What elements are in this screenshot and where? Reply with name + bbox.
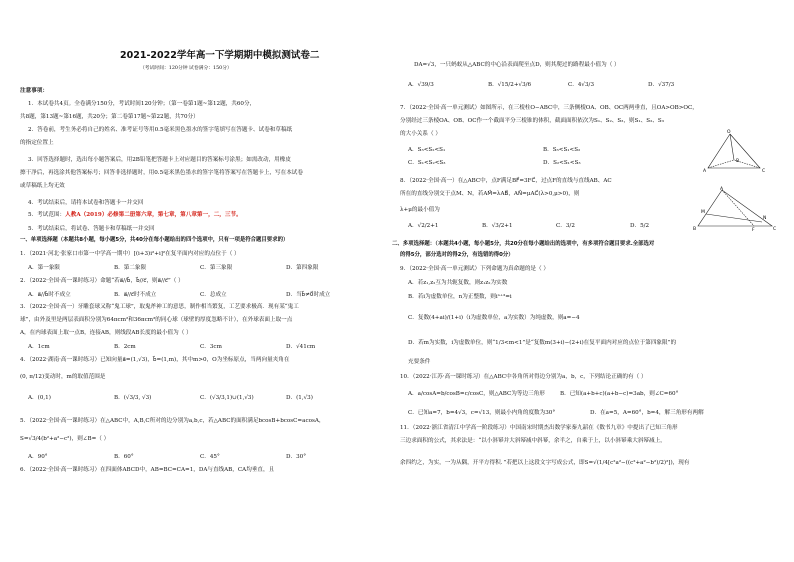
label-a-2: A — [720, 187, 724, 192]
q7-line-3: 的大小关系（ ） — [400, 131, 441, 137]
q6-option-b[interactable]: B．√15/2+√3/6 — [488, 82, 532, 88]
q9-stem: 9．（2022·全国·高一单元测试）下列命题为真命题的是（ ） — [400, 266, 549, 272]
note-line-3: 2．答卷前，考生务必将自己的姓名、准考证号等用0.5毫米黑色墨水的签字笔填写在答题卡、试卷和草稿纸 — [28, 127, 293, 133]
note-line-7: 或草稿纸上均无效 — [20, 183, 65, 189]
q11-line-1: 11．（2022·浙江省清江中学高一阶段练习）中国南宋时期杰出数学家秦九韶在《数书九章》中提出了已知三角形 — [400, 425, 678, 431]
q4-option-a[interactable]: A．(0,1) — [28, 395, 51, 401]
triangle-abc — [698, 190, 772, 226]
q3-line-1: 3．（2022·全国·高一）牙雕套球又称“鬼工球”，取鬼斧神工的意思，制作相当繁复，工艺要求极高．现有某“鬼工 — [20, 304, 299, 310]
q1-option-b[interactable]: B．第二象限 — [114, 265, 147, 271]
q3-option-b[interactable]: B．2cm — [114, 344, 136, 350]
section2-heading-cont: 的得5分，部分选对的得2分，有选错的得0分） — [400, 252, 514, 258]
q3-line-3: A，在内球表面上取一点B，连接AB，则线段AB长度的最小值为（ ） — [20, 330, 192, 336]
q11-line-3: 余四约之，为实，一为从隅，开平方得积．”若把以上这段文字写成公式，即S=√(1/4[c²a²−((c²+a²−b²)/2)²])，现有 — [400, 460, 690, 466]
q5-option-d[interactable]: D．30° — [286, 454, 306, 460]
q1-option-d[interactable]: D．第四象限 — [286, 265, 319, 271]
q1-stem: 1．（2021·河北·张家口市第一中学高一期中）[(i+3)i²+i]²在复平面内对应的点位于（ ） — [20, 251, 240, 257]
q2-option-b[interactable]: B．a⃗//c⃗时不成立 — [114, 292, 157, 298]
label-c: C — [762, 169, 766, 174]
section2-heading: 二、多项选择题：（本题共4小题，每小题5分，共20分在每小题给出的选项中，有多项符合题目要求.全部选对 — [392, 241, 655, 247]
q2-stem: 2．（2022·全国·高一课时练习）命题“若a⃗//b⃗，b⃗//c⃗，则a⃗//c⃗”（ ） — [20, 278, 184, 284]
q2-options — [28, 292, 330, 298]
exam-scope — [28, 212, 242, 218]
label-b-2: B — [693, 227, 697, 232]
label-n: N — [763, 216, 767, 221]
q5-option-c[interactable]: C．45° — [200, 454, 220, 460]
q7-option-c[interactable]: C．S₁<S₂<S₃ — [408, 160, 446, 166]
q2-option-c[interactable]: C．总成立 — [200, 292, 227, 298]
q8-option-d[interactable]: D．5/2 — [630, 223, 650, 229]
scope-prefix: 5．考试范围： — [28, 212, 66, 218]
pyramid-hidden-edge-1 — [708, 160, 734, 168]
q5-options — [28, 454, 306, 460]
note-line-2: 共8题，第13题~第16题，共20分；第二卷第17题~第22题，共70分） — [20, 114, 199, 120]
q6-option-c[interactable]: C．4√3/3 — [568, 82, 594, 88]
note-line-8: 4．考试结束后，请将本试卷和答题卡一并交回 — [28, 200, 144, 206]
q1-option-c[interactable]: C．第三象限 — [200, 265, 233, 271]
q9-option-d[interactable]: D．若m为实数，i为虚数单位，则“1/3<m<1”是“复数m(3+i)−(2+i)在复平面内对应的点位于第四象限”的 — [408, 340, 677, 346]
label-c-2: C — [773, 227, 777, 232]
q8-line-1: 8．（2022·全国·高一）在△ABC中，点F满足BF⃗=3FC⃗，过点F的直线与直线AB、AC — [400, 178, 612, 184]
section1-heading: 一、单项选择题（本题共8小题，每小题5分，共40分在每小题给出的四个选项中，只有一项是符合题目要求的） — [20, 237, 289, 243]
label-o: O — [727, 130, 731, 135]
pyramid-figure — [700, 128, 772, 174]
q2-option-d[interactable]: D．当b⃗≠0⃗时成立 — [286, 292, 331, 298]
q6-option-d[interactable]: D．√37/3 — [648, 82, 675, 88]
q4-line-1: 4．（2022·湖南·高一课时练习）已知向量a⃗=(1,√3)，b⃗=(1,m)，其中m>0，O为坐标原点，当两向量夹角在 — [20, 357, 290, 363]
q7-option-d[interactable]: D．S₂<S₁<S₃ — [543, 160, 581, 166]
q4-options — [28, 395, 313, 401]
q7-options-row-1 — [408, 147, 580, 153]
q8-line-2: 所在的直线分别交于点M、N，若AM⃗=λAB⃗，AN⃗=μAC⃗(λ>0,μ>0)，则 — [400, 191, 580, 197]
q6-option-a[interactable]: A．√39/3 — [408, 82, 434, 88]
q1-option-a[interactable]: A．第一象限 — [28, 265, 61, 271]
line-af — [722, 190, 754, 226]
q10-option-b[interactable]: B．已知(a+b+c)(a+b−c)=3ab，则∠C=60° — [560, 391, 679, 397]
q8-option-b[interactable]: B．√3/2+1 — [482, 223, 513, 229]
q8-option-a[interactable]: A．√2/2+1 — [408, 223, 439, 229]
q9-option-c[interactable]: C．复数(4+ai)/(1+i)（i为虚数单位，a为实数）为纯虚数，则a=−4 — [408, 315, 580, 321]
q11-line-2: 三边求面积的公式，其求法是：“以小斜幂并大斜幂减中斜幂，余半之，自乘于上，以小斜幂乘大斜幂减上， — [400, 438, 666, 444]
q10-option-c[interactable]: C．已知a=7，b=4√3，c=√13，则最小内角的度数为30° — [408, 410, 556, 416]
q4-option-d[interactable]: D．(1,√3) — [286, 395, 313, 401]
triangle-figure — [692, 186, 778, 232]
q5-option-b[interactable]: B．60° — [114, 454, 134, 460]
q1-options — [28, 265, 318, 271]
note-line-5: 3．回答选择题时，选出每小题答案后，用2B铅笔把答题卡上对应题目的答案标号涂黑；如需改动，用橡皮 — [28, 157, 291, 163]
note-line-4: 的指定位置上 — [20, 140, 54, 146]
q8-options — [408, 223, 649, 229]
line-mn — [706, 214, 762, 222]
q7-line-1: 7．（2022·全国·高一单元测试）如图所示，在三棱柱O−ABC中，三条侧棱OA、OB、OC两两垂直，且OA>OB>OC， — [400, 105, 698, 111]
q3-option-a[interactable]: A．1cm — [28, 344, 50, 350]
q7-option-b[interactable]: B．S₃<S₁<S₂ — [543, 147, 581, 153]
q7-options-row-2 — [408, 160, 581, 166]
q10-option-a[interactable]: A．a/cosA=b/cosB=c/cosC，则△ABC为等边三角形 — [408, 391, 545, 397]
q10-option-d[interactable]: D．在a=5，A=60°，b=4，解三角形有两解 — [590, 410, 704, 416]
q4-option-c[interactable]: C．(√3/3,1)∪(1,√3) — [200, 395, 254, 401]
q8-option-c[interactable]: C．3/2 — [556, 223, 575, 229]
q3-option-d[interactable]: D．√41cm — [286, 344, 316, 350]
page-subtitle: （考试时间：120分钟 试卷满分：150分） — [140, 66, 232, 71]
note-line-6: 擦干净后，再选涂其他答案标号；回答非选择题时，用0.5毫米黑色墨水的签字笔将答案写在答题卡上，写在本试卷 — [20, 170, 303, 176]
q9-option-a[interactable]: A．若z₁,z₂互为共轭复数，则z₁z₂为实数 — [408, 280, 508, 286]
pyramid-outline — [708, 134, 760, 168]
q5-option-a[interactable]: A．90° — [28, 454, 48, 460]
q3-options — [28, 344, 315, 350]
q4-line-2: (0, π/12)变动时，m的取值范围是 — [20, 374, 106, 380]
q9-option-b[interactable]: B．若i为虚数单位，n为正整数，则iⁿ⁺³=i — [408, 294, 512, 300]
q7-line-2: 分别经过三条棱OA、OB、OC作一个截面平分三棱锥的体积，截面面积依次为S₁、S₂、S₃，则S₁、S₂、S₃ — [400, 118, 665, 124]
q9-option-d-cont: 充要条件 — [408, 359, 431, 365]
scope-highlight: 人教A（2019）必修第二册第六章，第七章，第八章第一，二，三节。 — [65, 212, 242, 218]
note-final: 5．考试结束后，将试卷、答题卡和草稿纸一并交回 — [28, 226, 155, 232]
q6-continued: DA=√3，一只蚂蚁从△ABC的中心沿表面爬至点D，则其爬过的路程最小值为（ ） — [414, 62, 620, 68]
label-m: M — [701, 210, 705, 215]
page-title: 2021-2022学年高一下学期期中模拟测试卷二 — [120, 50, 320, 61]
q6-options — [408, 82, 674, 88]
q10-stem: 10．（2022·江苏·高一课时练习）在△ABC中各角所对得边分别为a，b，c，下列结论正确的有（ ） — [400, 374, 647, 380]
label-a: A — [703, 169, 707, 174]
q6-stem: 6．（2022·全国·高一课时练习）在四面体ABCD中，AB=BC=CA=1，DA与直线AB，CA均垂直，且 — [20, 467, 275, 473]
q4-option-b[interactable]: B．(√3/3, √3) — [114, 395, 152, 401]
q3-option-c[interactable]: C．3cm — [200, 344, 222, 350]
q3-line-2: 球”，由外及里是两层表面积分别为64πcm²和36πcm²的同心球（球壁的厚度忽略不计），在外球表面上取一点 — [20, 317, 293, 323]
q2-option-a[interactable]: A．a⃗//b⃗时不成立 — [28, 292, 71, 298]
q8-line-3: λ+μ的最小值为 — [400, 207, 440, 213]
label-f: F — [752, 228, 755, 232]
label-b: B — [736, 159, 740, 164]
notes-heading: 注意事项： — [20, 88, 48, 94]
q7-option-a[interactable]: A．S₃<S₂<S₁ — [408, 147, 446, 153]
q5-line-1: 5．（2022·全国·高一课时练习）在△ABC中，A,B,C所对的边分别为a,b,c，若△ABC的面积满足bcosB+bcosC=acosA， — [20, 418, 325, 424]
note-line-1: 1．本试卷共4页。全卷满分150分，考试时间120分钟；（第一卷第1题~第12题，共60分， — [28, 101, 256, 107]
q5-line-2: S=√3/4(b²+a²−c²)，则∠B=（ ） — [20, 436, 110, 442]
